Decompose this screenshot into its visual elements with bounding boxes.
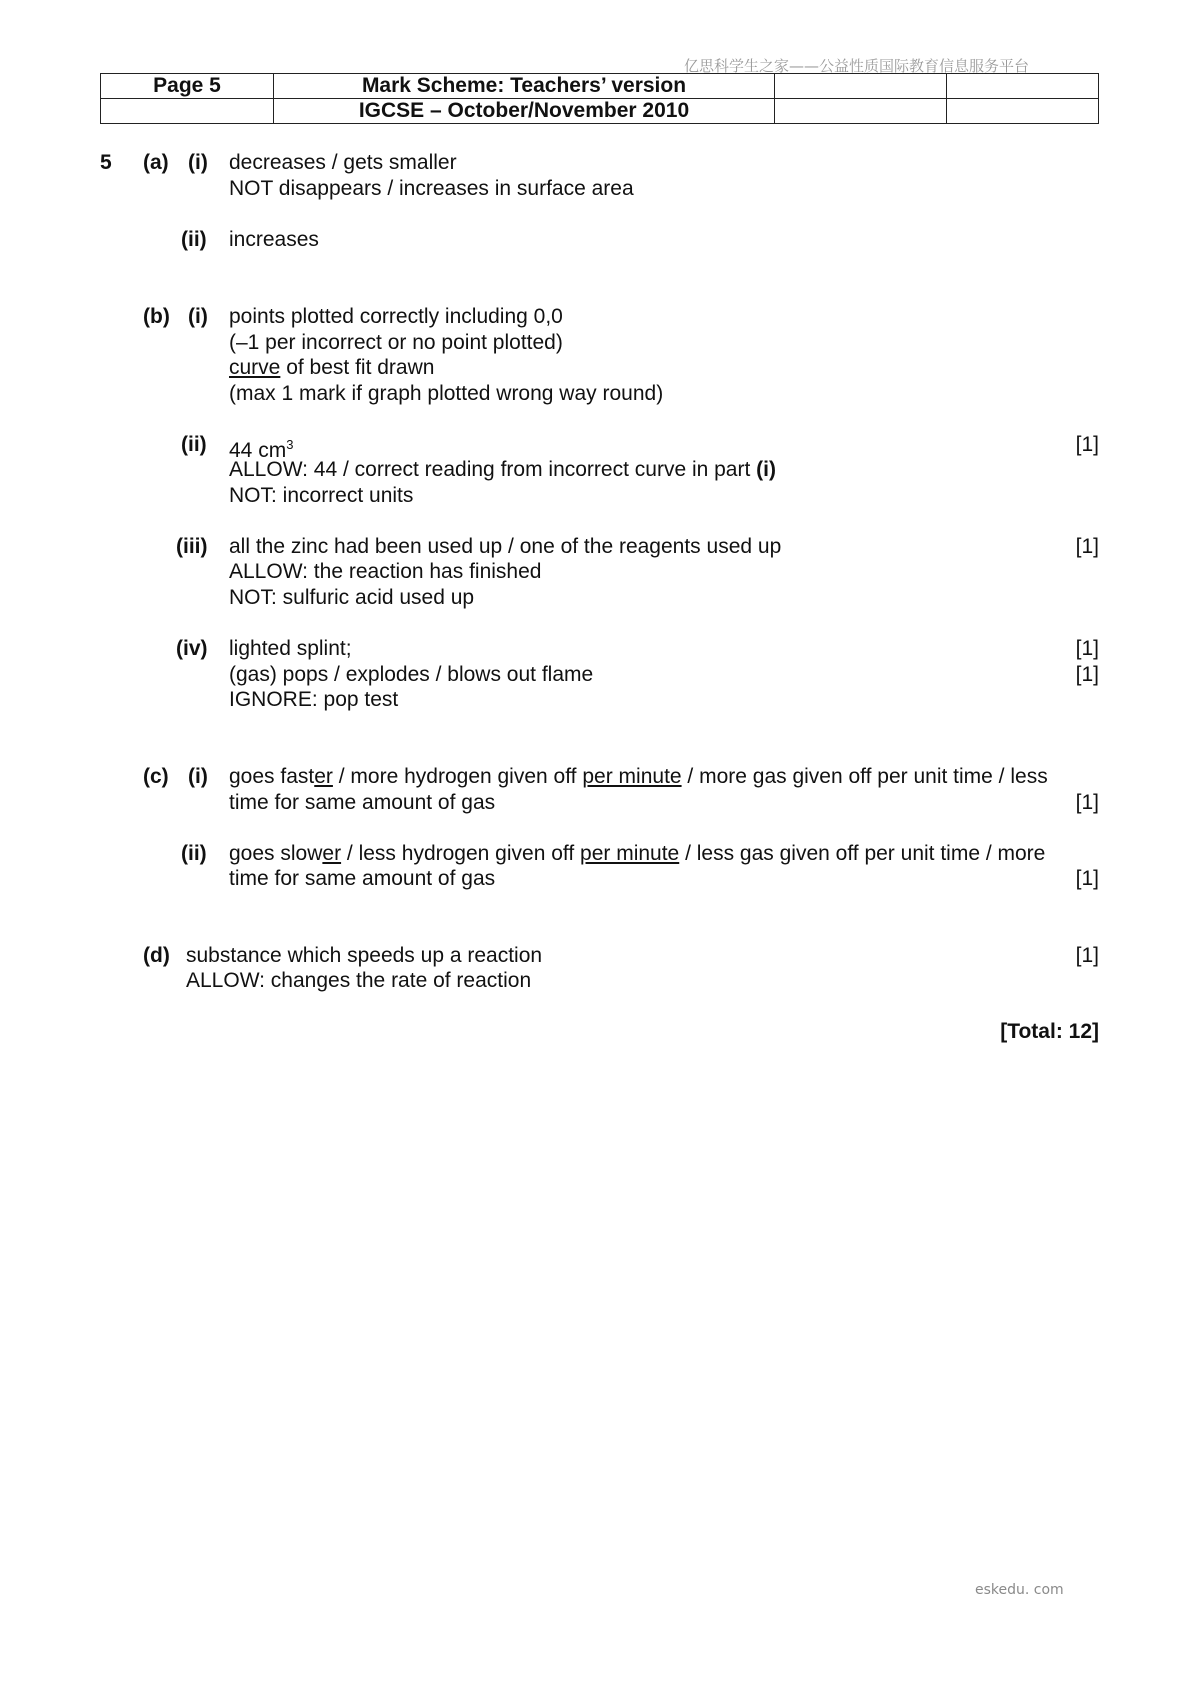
part-b-iv-line1: lighted splint; (229, 637, 352, 660)
part-a-label: (a) (143, 151, 169, 174)
watermark-text: 亿思科学生之家——公益性质国际教育信息服务平台 (684, 57, 1030, 75)
part-d-label: (d) (143, 944, 170, 967)
part-b-iv-label: (iv) (176, 637, 208, 660)
part-d-mark: [1] (1075, 944, 1099, 967)
part-d-line2: ALLOW: changes the rate of reaction (186, 969, 532, 992)
part-c-i-mark: [1] (1075, 791, 1099, 814)
header-title: Mark Scheme: Teachers’ version (274, 74, 775, 99)
part-a-i-line1: decreases / gets smaller (229, 151, 457, 174)
part-b-iii-line1: all the zinc had been used up / one of the reagents used up (229, 535, 782, 558)
part-a-i-line2: NOT disappears / increases in surface area (229, 177, 634, 200)
part-a-i-label: (i) (188, 151, 208, 174)
part-b-ii-mark: [1] (1075, 433, 1099, 456)
part-b-i-label: (i) (188, 305, 208, 328)
footer-site: eskedu. com (975, 1582, 1064, 1598)
header-table (100, 73, 1099, 124)
part-b-iii-mark: [1] (1075, 535, 1099, 558)
part-b-i-line1: points plotted correctly including 0,0 (229, 305, 563, 328)
part-c-ii-line1: goes slower / less hydrogen given off per minute / less gas given off per unit time / more (229, 842, 1046, 865)
part-b-label: (b) (143, 305, 170, 328)
part-b-iii-label: (iii) (176, 535, 208, 558)
part-a-ii-line1: increases (229, 228, 319, 251)
part-b-iv-line3: IGNORE: pop test (229, 688, 399, 711)
question-number: 5 (100, 151, 112, 174)
header-empty-3 (101, 99, 274, 124)
part-b-iv-mark2: [1] (1075, 663, 1099, 686)
part-c-i-line2: time for same amount of gas (229, 791, 496, 814)
part-c-ii-label: (ii) (181, 842, 207, 865)
part-b-ii-line3: NOT: incorrect units (229, 484, 414, 507)
part-a-ii-label: (ii) (181, 228, 207, 251)
header-empty-2 (947, 74, 1099, 99)
header-page: Page 5 (101, 74, 274, 99)
part-b-i-line3: curve of best fit drawn (229, 356, 435, 379)
part-c-ii-mark: [1] (1075, 867, 1099, 890)
total-marks: [Total: 12] (1000, 1020, 1099, 1043)
header-empty-5 (947, 99, 1099, 124)
header-exam: IGCSE – October/November 2010 (274, 99, 775, 124)
part-b-i-line4: (max 1 mark if graph plotted wrong way round) (229, 382, 664, 405)
header-empty-1 (775, 74, 947, 99)
part-c-i-label: (i) (188, 765, 208, 788)
part-c-label: (c) (143, 765, 169, 788)
underlined-curve: curve (229, 356, 281, 379)
part-c-i-line1: goes faster / more hydrogen given off per minute / more gas given off per unit time / less (229, 765, 1048, 788)
part-b-iii-line3: NOT: sulfuric acid used up (229, 586, 475, 609)
part-b-iv-mark1: [1] (1075, 637, 1099, 660)
part-b-i-line2: (–1 per incorrect or no point plotted) (229, 331, 563, 354)
part-b-iv-line2: (gas) pops / explodes / blows out flame (229, 663, 594, 686)
part-b-ii-label: (ii) (181, 433, 207, 456)
part-d-line1: substance which speeds up a reaction (186, 944, 543, 967)
part-b-ii-line1: 44 $cm^3$ (229, 437, 294, 462)
part-b-ii-line2: ALLOW: 44 / correct reading from incorrect curve in part (i) (229, 458, 776, 481)
header-empty-4 (775, 99, 947, 124)
part-b-iii-line2: ALLOW: the reaction has finished (229, 560, 542, 583)
part-c-ii-line2: time for same amount of gas (229, 867, 496, 890)
